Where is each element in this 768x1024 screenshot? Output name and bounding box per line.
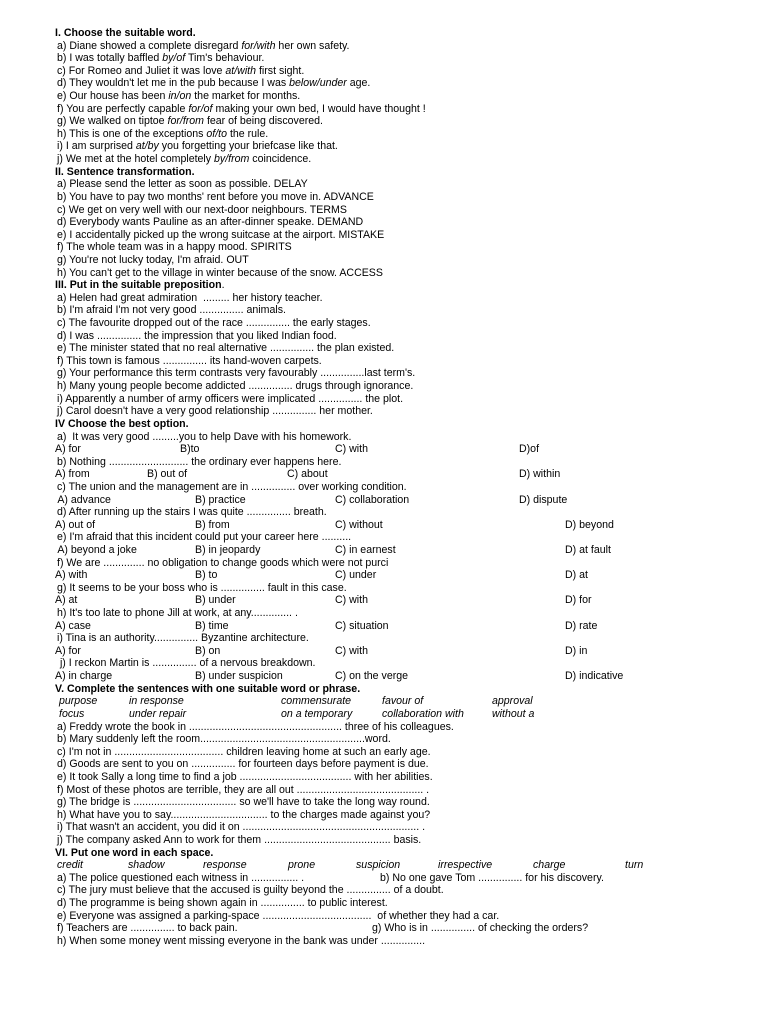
worksheet xyxy=(55,27,755,947)
section-5-word-bank-row-1 xyxy=(55,695,755,708)
item-text: f) You are perfectly capable xyxy=(57,102,189,115)
item-text: i) I am surprised xyxy=(57,140,136,153)
word-choice: by/from xyxy=(214,153,250,166)
section-3-heading-line xyxy=(55,279,755,292)
word-choice: below/under xyxy=(289,77,347,90)
option-d: D) indicative xyxy=(565,670,624,683)
section-4-question: j) I reckon Martin is ............... of a nervous breakdown. xyxy=(57,657,316,670)
word-bank-item: commensurate xyxy=(281,695,352,708)
option-a: A) at xyxy=(55,594,78,607)
option-d: D) within xyxy=(519,468,561,481)
word-bank-item: response xyxy=(203,859,247,872)
option-c: C) collaboration xyxy=(335,493,410,506)
option-c: C) with xyxy=(335,443,368,456)
section-2-items xyxy=(55,178,755,279)
item-text: you forgetting your briefcase like that. xyxy=(158,140,338,153)
section-5-item: a) Freddy wrote the book in .................................................... three of his colleagues. xyxy=(57,720,454,733)
section-4-question: d) After running up the stairs I was quite ............... breath. xyxy=(57,506,327,519)
item-text: age. xyxy=(346,77,371,90)
word-choice: of/to xyxy=(206,127,228,140)
section-3-items xyxy=(55,292,755,418)
item-text: Tim's behaviour. xyxy=(185,52,265,65)
section-1-item xyxy=(55,128,755,141)
section-6-heading: VI. Put one word in each space. xyxy=(55,846,214,859)
item-text: g) We walked on tiptoe xyxy=(57,115,168,128)
section-4-question: i) Tina is an authority............... Byzantine architecture. xyxy=(57,632,309,645)
option-c: C) without xyxy=(335,518,383,531)
option-d: D) rate xyxy=(565,619,598,632)
word-bank-item: under repair xyxy=(129,707,187,720)
section-6-item-b: b) No one gave Tom ............... for his discovery. xyxy=(380,871,604,884)
section-2-item: f) The whole team was in a happy mood. SPIRITS xyxy=(57,241,292,254)
option-a: A) beyond a joke xyxy=(55,543,137,556)
section-6-item-f: f) Teachers are ............... to back pain. xyxy=(57,922,238,935)
section-2-item: e) I accidentally picked up the wrong suitcase at the airport. MISTAKE xyxy=(57,228,385,241)
section-4-question: e) I'm afraid that this incident could put your career here .......... xyxy=(57,531,352,544)
section-1-item xyxy=(55,153,755,166)
section-4-options xyxy=(55,544,755,557)
option-a: A) case xyxy=(55,619,91,632)
section-3-item: b) I'm afraid I'm not very good ............... animals. xyxy=(57,304,286,317)
section-6-item-c: c) The jury must believe that the accused is guilty beyond the ............... of a doubt. xyxy=(57,884,444,897)
section-3-heading-dot: . xyxy=(221,279,225,292)
word-choice: for/from xyxy=(167,115,205,128)
section-6-item-ab xyxy=(55,872,755,885)
option-a: A) for xyxy=(55,644,81,657)
word-bank-item: collaboration with xyxy=(382,707,464,720)
section-1-item xyxy=(55,52,755,65)
word-choice: in/on xyxy=(168,90,192,103)
section-4-options xyxy=(55,670,755,683)
option-b: B) on xyxy=(195,644,221,657)
section-3-item: e) The minister stated that no real alternative ............... the plan existed. xyxy=(57,342,395,355)
section-1-item xyxy=(55,90,755,103)
option-b: B) from xyxy=(195,518,230,531)
section-6-item-d: d) The programme is being shown again in ............... to public interest. xyxy=(57,897,388,910)
section-6-item-fg xyxy=(55,922,755,935)
section-3-item: h) Many young people become addicted ............... drugs through ignorance. xyxy=(57,380,414,393)
section-5-items xyxy=(55,721,755,847)
word-bank-item: approval xyxy=(492,695,533,708)
section-2-item: a) Please send the letter as soon as possible. DELAY xyxy=(57,178,308,191)
section-2-item: d) Everybody wants Pauline as an after-dinner speake. DEMAND xyxy=(57,216,364,229)
option-c: C) with xyxy=(335,594,368,607)
word-bank-item: on a temporary xyxy=(281,707,353,720)
section-4-options xyxy=(55,443,755,456)
section-4-options xyxy=(55,645,755,658)
section-5-item: e) It took Sally a long time to find a job ...................................... with her abilities. xyxy=(57,770,433,783)
option-c: C) on the verge xyxy=(335,670,409,683)
section-3-item: f) This town is famous ............... its hand-woven carpets. xyxy=(57,354,322,367)
section-5-item: i) That wasn't an accident, you did it on ............................................................ . xyxy=(57,821,426,834)
item-text: j) We met at the hotel completely xyxy=(57,153,215,166)
section-3-item: g) Your performance this term contrasts very favourably ...............last term's. xyxy=(57,367,416,380)
word-bank-item: purpose xyxy=(59,695,98,708)
item-text: e) Our house has been xyxy=(57,90,169,103)
option-b: B) in jeopardy xyxy=(195,543,261,556)
option-b: B) under xyxy=(195,594,236,607)
section-5-item: b) Mary suddenly left the room........................................................word. xyxy=(57,733,391,746)
section-1-heading: I. Choose the suitable word. xyxy=(55,27,196,39)
section-2-item: h) You can't get to the village in winter because of the snow. ACCESS xyxy=(57,266,383,279)
section-4-question: a) It was very good .........you to help Dave with his homework. xyxy=(57,430,352,443)
word-bank-item: turn xyxy=(625,859,644,872)
option-d: D) at xyxy=(565,569,588,582)
section-5-word-bank-row-2 xyxy=(55,708,755,721)
section-5-item: c) I'm not in ..................................... children leaving home at such an early age. xyxy=(57,745,431,758)
option-d: D) for xyxy=(565,594,592,607)
section-6-word-bank xyxy=(55,859,755,872)
section-4-question: g) It seems to be your boss who is ............... fault in this case. xyxy=(57,581,347,594)
section-2-item: g) You're not lucky today, I'm afraid. OUT xyxy=(57,253,249,266)
item-text: her own safety. xyxy=(275,39,350,52)
section-5-heading: V. Complete the sentences with one suitable word or phrase. xyxy=(55,682,361,695)
section-3-item: c) The favourite dropped out of the race ............... the early stages. xyxy=(57,317,371,330)
section-1-item xyxy=(55,115,755,128)
word-bank-item: irrespective xyxy=(438,859,493,872)
word-choice: at/by xyxy=(135,140,159,153)
section-5-item: f) Most of these photos are terrible, they are all out ........................................... . xyxy=(57,783,430,796)
section-3-item: j) Carol doesn't have a very good relationship ............... her mother. xyxy=(57,405,373,418)
word-choice: by/of xyxy=(162,52,186,65)
section-4-heading: IV Choose the best option. xyxy=(55,417,189,430)
section-4-options xyxy=(55,494,755,507)
option-a: A) for xyxy=(55,443,81,456)
section-2-item: c) We get on very well with our next-door neighbours. TERMS xyxy=(57,203,347,216)
section-4-options xyxy=(55,620,755,633)
option-c: C) situation xyxy=(335,619,389,632)
section-4-options xyxy=(55,468,755,481)
option-c: C) under xyxy=(335,569,377,582)
option-b: B) under suspicion xyxy=(195,670,283,683)
option-a: A) out of xyxy=(55,518,96,531)
section-2-heading: II. Sentence transformation. xyxy=(55,165,195,178)
section-4-options xyxy=(55,594,755,607)
section-6-item-a: a) The police questioned each witness in ................ . xyxy=(57,871,305,884)
option-d: D)of xyxy=(519,443,540,456)
section-4-question: f) We are .............. no obligation to change goods which were not purci xyxy=(57,556,389,569)
word-bank-item: in response xyxy=(129,695,184,708)
section-4-question: b) Nothing ........................... the ordinary ever happens here. xyxy=(57,455,342,468)
section-6-item-e: e) Everyone was assigned a parking-space ..................................... of whether they had a car. xyxy=(57,909,500,922)
section-3-item: a) Helen had great admiration ......... her history teacher. xyxy=(57,291,323,304)
option-a: A) with xyxy=(55,569,88,582)
word-bank-item: without a xyxy=(492,707,535,720)
option-a: A) advance xyxy=(55,493,111,506)
item-text: b) I was totally baffled xyxy=(57,52,163,65)
section-5-item: h) What have you to say................................. to the charges made against you? xyxy=(57,808,431,821)
word-bank-item: focus xyxy=(59,707,85,720)
section-4-options xyxy=(55,519,755,532)
option-d: D) dispute xyxy=(519,493,568,506)
word-bank-item: shadow xyxy=(128,859,165,872)
section-1-item xyxy=(55,40,755,53)
section-5-item: d) Goods are sent to you on ............... for fourteen days before payment is due. xyxy=(57,758,429,771)
option-b: B) to xyxy=(195,569,218,582)
section-3-item: i) Apparently a number of army officers were implicated ............... the plot. xyxy=(57,392,404,405)
item-text: d) They wouldn't let me in the pub because I was xyxy=(57,77,290,90)
section-5-item: g) The bridge is ................................... so we'll have to take the long way round. xyxy=(57,796,430,809)
item-text: a) Diane showed a complete disregard xyxy=(57,39,242,52)
section-5-item: j) The company asked Ann to work for them ........................................... basis. xyxy=(57,834,422,846)
option-c: C) with xyxy=(335,644,368,657)
section-1-items xyxy=(55,40,755,166)
option-d: D) at fault xyxy=(565,543,611,556)
word-choice: for/with xyxy=(241,39,276,52)
word-bank-item: prone xyxy=(288,859,316,872)
section-1-item xyxy=(55,77,755,90)
section-1-item xyxy=(55,103,755,116)
option-b: B) time xyxy=(195,619,229,632)
option-b: B)to xyxy=(180,443,200,456)
option-d: D) in xyxy=(565,644,588,657)
word-bank-item: suspicion xyxy=(356,859,401,872)
word-bank-item: charge xyxy=(533,859,566,872)
item-text: making your own bed, I would have thought ! xyxy=(212,102,426,115)
option-c: C) in earnest xyxy=(335,543,396,556)
section-6-item-g: g) Who is in ............... of checking the orders? xyxy=(372,922,589,935)
word-choice: for/of xyxy=(188,102,213,115)
option-a: A) from xyxy=(55,468,90,481)
word-bank-item: credit xyxy=(57,859,83,872)
section-6-item-h: h) When some money went missing everyone in the bank was under ............... xyxy=(57,934,426,947)
option-d: D) beyond xyxy=(565,518,614,531)
section-3-item: d) I was ............... the impression that you liked Indian food. xyxy=(57,329,337,342)
option-c: C) about xyxy=(287,468,328,481)
item-text: first sight. xyxy=(256,64,305,77)
section-1-item xyxy=(55,65,755,78)
item-text: c) For Romeo and Juliet it was love xyxy=(57,64,226,77)
section-2-item: b) You have to pay two months' rent before you move in. ADVANCE xyxy=(57,190,374,203)
item-text: coincidence. xyxy=(249,153,312,166)
section-4-question: c) The union and the management are in ............... over working condition. xyxy=(57,480,407,493)
option-b: B) out of xyxy=(147,468,188,481)
word-bank-item: favour of xyxy=(382,695,424,708)
section-4-items xyxy=(55,431,755,683)
word-choice: at/with xyxy=(225,64,257,77)
item-text: h) This is one of the exceptions xyxy=(57,127,207,140)
section-3-heading: III. Put in the suitable preposition xyxy=(55,279,222,292)
option-b: B) practice xyxy=(195,493,246,506)
option-a: A) in charge xyxy=(55,670,113,683)
item-text: the rule. xyxy=(227,127,269,140)
item-text: fear of being discovered. xyxy=(204,115,323,128)
section-4-options xyxy=(55,569,755,582)
item-text: the market for months. xyxy=(191,90,301,103)
section-1-item xyxy=(55,140,755,153)
section-4-question: h) It's too late to phone Jill at work, at any.............. . xyxy=(57,607,298,620)
